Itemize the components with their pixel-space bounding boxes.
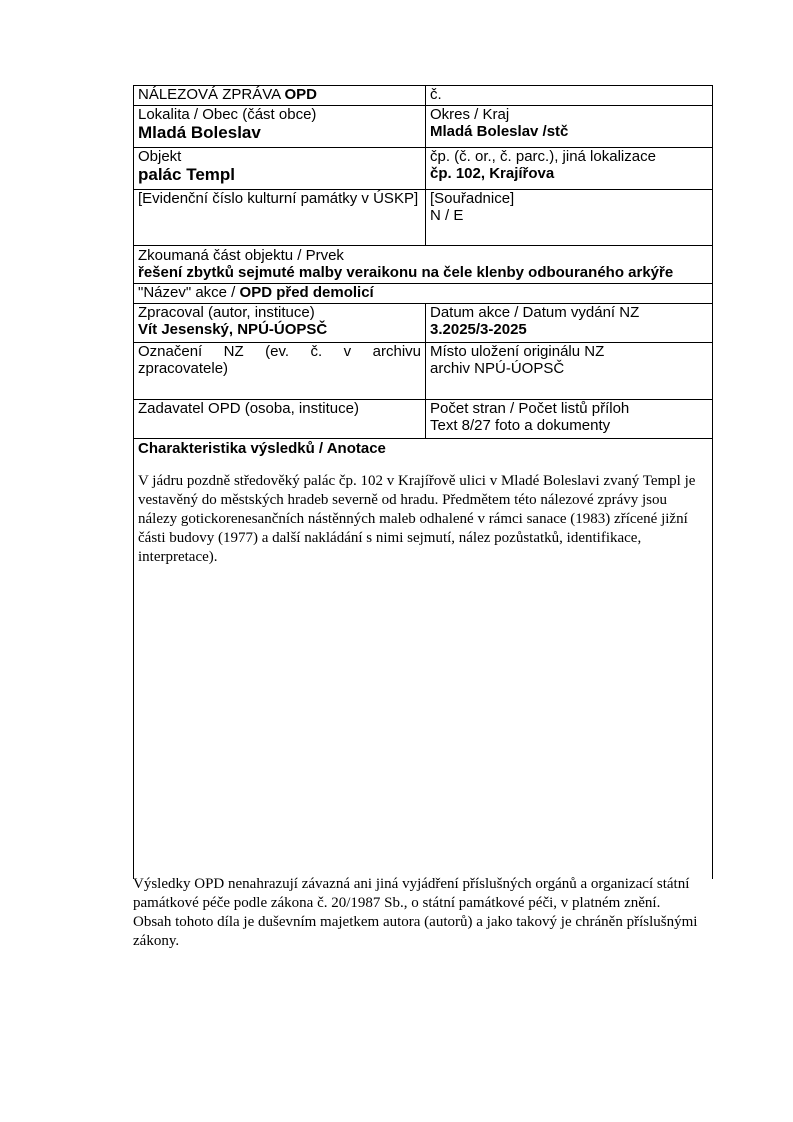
row-action xyxy=(133,283,713,303)
registry-cell xyxy=(134,190,426,245)
object-value: palác Templ xyxy=(138,165,235,184)
row-report-header xyxy=(133,85,713,105)
row-client xyxy=(133,399,713,438)
storage-label: Místo uložení originálu NZ xyxy=(430,343,605,360)
locality-cell xyxy=(134,106,426,147)
annotation-text: V jádru pozdně středověký palác čp. 102 v Krajířově ulici v Mladé Boleslavi zvaný Templ je vestavěný do městských hradeb severně od hradu. Předmětem této nálezové zprávy jsou nálezy gotickorenesančních nástěnných maleb odhalené v rámci sanace (1983) zřícené jižní části budovy (1977) a další nakládání s nimi sejmutí, nález pozůstatků, identifikace, interpretace). xyxy=(138,473,696,565)
part-value: řešení zbytků sejmuté malby veraikonu na čele klenby odbouraného arkýře xyxy=(138,264,674,281)
object-cell xyxy=(134,148,426,189)
district-label: Okres / Kraj xyxy=(430,106,510,123)
author-value: Vít Jesenský, NPÚ-ÚOPSČ xyxy=(138,321,328,338)
part-cell xyxy=(134,247,712,283)
action-cell xyxy=(134,284,712,303)
report-label-cell xyxy=(134,86,426,105)
locality-value: Mladá Boleslav xyxy=(138,123,261,142)
address-cell xyxy=(426,148,712,189)
client-cell xyxy=(134,400,426,438)
district-value: Mladá Boleslav /stč xyxy=(430,123,569,140)
locality-label: Lokalita / Obec (část obce) xyxy=(138,106,317,123)
footer-disclaimer: Výsledky OPD nenahrazují závazná ani jiná vyjádření příslušných orgánů a organizací státní památkové péče podle zákona č. 20/1987 Sb., o státní památkové péči, v platném znění. xyxy=(133,876,690,911)
storage-value: archiv NPÚ-ÚOPSČ xyxy=(430,360,565,377)
author-cell xyxy=(134,304,426,342)
district-cell xyxy=(426,106,712,147)
report-form xyxy=(133,85,713,879)
footer-notes xyxy=(133,875,723,951)
row-locality xyxy=(133,105,713,147)
report-label: NÁLEZOVÁ ZPRÁVA xyxy=(138,86,285,103)
annotation-title: Charakteristika výsledků / Anotace xyxy=(138,440,386,457)
date-value: 3.2025/3-2025 xyxy=(430,321,527,338)
address-label: čp. (č. or., č. parc.), jiná lokalizace xyxy=(430,148,656,165)
row-registry xyxy=(133,189,713,245)
report-number-label: č. xyxy=(430,86,442,103)
report-number-cell xyxy=(426,86,712,105)
address-value: čp. 102, Krajířova xyxy=(430,165,555,182)
author-label: Zpracoval (autor, instituce) xyxy=(138,304,315,321)
object-label: Objekt xyxy=(138,148,182,165)
date-cell xyxy=(426,304,712,342)
pages-label: Počet stran / Počet listů příloh xyxy=(430,400,630,417)
designation-cell xyxy=(134,343,426,399)
client-label: Zadavatel OPD (osoba, instituce) xyxy=(138,400,359,417)
action-value: OPD před demolicí xyxy=(239,284,374,301)
designation-label: Označení NZ (ev. č. v archivu zpracovatele) xyxy=(138,343,421,377)
coords-label: [Souřadnice] xyxy=(430,190,515,207)
report-type: OPD xyxy=(284,86,317,103)
pages-value: Text 8/27 foto a dokumenty xyxy=(430,417,611,434)
action-label: "Název" akce / xyxy=(138,284,240,301)
storage-cell xyxy=(426,343,712,399)
registry-label: [Evidenční číslo kulturní památky v ÚSKP] xyxy=(138,190,419,207)
annotation-box xyxy=(133,438,713,879)
row-object xyxy=(133,147,713,189)
date-label: Datum akce / Datum vydání NZ xyxy=(430,304,640,321)
row-part xyxy=(133,245,713,283)
row-author xyxy=(133,303,713,342)
pages-cell xyxy=(426,400,712,438)
part-label: Zkoumaná část objektu / Prvek xyxy=(138,247,344,264)
coords-value: N / E xyxy=(430,207,464,224)
footer-copyright: Obsah tohoto díla je duševním majetkem autora (autorů) a jako takový je chráněn příslušnými zákony. xyxy=(133,914,698,949)
coords-cell xyxy=(426,190,712,245)
row-designation xyxy=(133,342,713,399)
